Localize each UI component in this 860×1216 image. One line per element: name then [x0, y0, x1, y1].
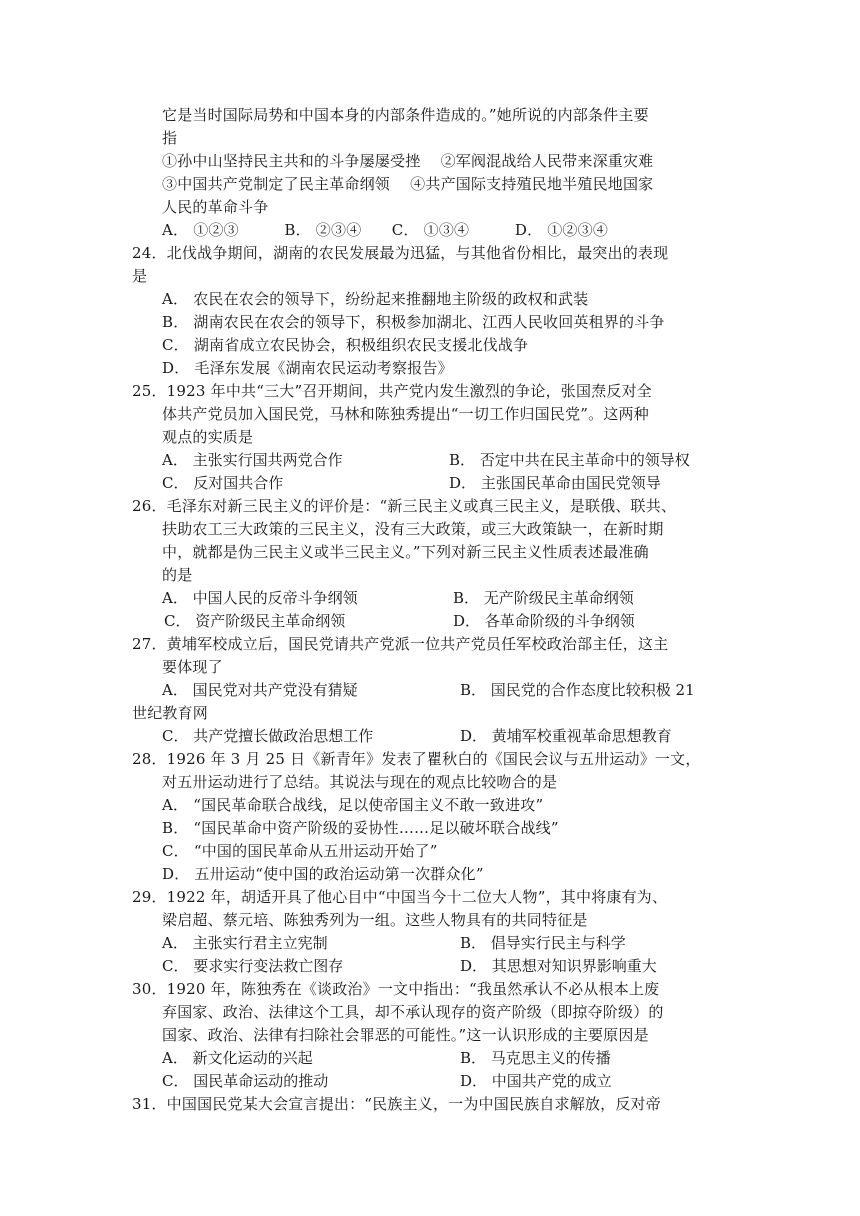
- option-a: A． 新文化运动的兴起: [162, 1049, 313, 1067]
- option-c: C． 湖南省成立农民协会，积极组织农民支援北伐战争: [162, 336, 529, 354]
- option-b: B． 湖南农民在农会的领导下，积极参加湖北、江西人民收回英租界的斗争: [162, 313, 665, 331]
- option-d: D． 各革命阶级的斗争纲领: [453, 612, 635, 630]
- option-line: ①孙中山坚持民主共和的斗争屡屡受挫 ②军阀混战给人民带来深重灾难: [162, 152, 654, 170]
- option-a: A． 主张实行国共两党合作: [162, 451, 343, 469]
- options-row: [162, 472, 762, 494]
- option-c: C． 国民革命运动的推动: [162, 1072, 329, 1090]
- option-d: D． 中国共产党的成立: [460, 1072, 612, 1090]
- option-a: A． “国民革命联合战线，足以使帝国主义不敢一致进攻”: [162, 796, 544, 814]
- options-row: [162, 610, 762, 632]
- option-a: A． 中国人民的反帝斗争纲领: [162, 589, 358, 607]
- option-b: B． 马克思主义的传播: [460, 1049, 611, 1067]
- question-25: 25．1923 年中共“三大”召开期间，共产党内发生激烈的争论，张国焘反对全: [132, 382, 652, 400]
- option-d: D． 其思想对知识界影响重大: [460, 957, 657, 975]
- text-line: 人民的革命斗争: [162, 198, 269, 216]
- option-a: A． 主张实行君主立宪制: [162, 934, 328, 952]
- option-b: B． 否定中共在民主革命中的领导权: [449, 451, 690, 469]
- option-c: C． 共产党擅长做政治思想工作: [162, 727, 374, 745]
- option-b: B． 倡导实行民主与科学: [460, 934, 626, 952]
- options-row: [162, 679, 762, 701]
- option-b: B． “国民革命中资产阶级的妥协性……足以破坏联合战线”: [162, 819, 559, 837]
- answer-choices: A． ①②③ B． ②③④ C． ①③④ D． ①②③④: [162, 221, 609, 239]
- option-b: B． 无产阶级民主革命纲领: [453, 589, 634, 607]
- question-27: 27．黄埔军校成立后，国民党请共产党派一位共产党员任军校政治部主任，这主: [132, 635, 669, 653]
- option-b: B． 国民党的合作态度比较积极 21: [460, 681, 695, 699]
- option-a: A． 国民党对共产党没有猜疑: [162, 681, 358, 699]
- text-line: 中，就都是伪三民主义或半三民主义。”下列对新三民主义性质表述最准确: [162, 543, 649, 561]
- text-line: 的是: [162, 566, 193, 584]
- text-line: 弃国家、政治、法律这个工具，却不承认现存的资产阶级（即掠夺阶级）的: [162, 1003, 664, 1021]
- text-line: 它是当时国际局势和中国本身的内部条件造成的。”她所说的内部条件主要: [162, 106, 649, 124]
- options-row: [162, 932, 762, 954]
- option-c: C． 要求实行变法救亡图存: [162, 957, 344, 975]
- question-24: 24．北伐战争期间，湖南的农民发展最为迅猛，与其他省份相比，最突出的表现: [132, 244, 669, 262]
- option-d: D． 主张国民革命由国民党领导: [449, 474, 661, 492]
- text-line: 梁启超、蔡元培、陈独秀列为一组。这些人物具有的共同特征是: [162, 911, 588, 929]
- text-line: 体共产党员加入国民党，马林和陈独秀提出“一切工作归国民党”。这两种: [162, 405, 649, 423]
- options-row: [162, 1047, 762, 1069]
- option-d: D． 毛泽东发展《湖南农民运动考察报告》: [162, 359, 453, 377]
- text-line: 对五卅运动进行了总结。其说法与现在的观点比较吻合的是: [162, 773, 558, 791]
- question-26: 26．毛泽东对新三民主义的评价是：“新三民主义或真三民主义，是联俄、联共、: [132, 497, 677, 515]
- text-line: 指: [162, 129, 178, 147]
- option-line: ③中国共产党制定了民主革命纲领 ④共产国际支持殖民地半殖民地国家: [162, 175, 654, 193]
- question-30: 30．1920 年，陈独秀在《谈政治》一文中指出：“我虽然承认不必从根本上废: [132, 980, 660, 998]
- options-row: [162, 955, 762, 977]
- option-d: D． 五卅运动“使中国的政治运动第一次群众化”: [162, 865, 484, 883]
- text-line: 是: [132, 267, 148, 285]
- options-row: [162, 725, 762, 747]
- text-line: 观点的实质是: [162, 428, 254, 446]
- watermark-text: 世纪教育网: [132, 704, 209, 722]
- option-a: A． 农民在农会的领导下，纷纷起来推翻地主阶级的政权和武装: [162, 290, 589, 308]
- option-c: C． 资产阶级民主革命纲领: [164, 612, 346, 630]
- question-29: 29．1922 年，胡适开具了他心目中“中国当今十二位大人物”，其中将康有为、: [132, 888, 668, 906]
- options-row: [162, 587, 762, 609]
- question-28: 28．1926 年 3 月 25 日《新青年》发表了瞿秋白的《国民会议与五卅运动》一文，: [132, 750, 701, 768]
- option-d: D． 黄埔军校重视革命思想教育: [460, 727, 672, 745]
- text-line: 扶助农工三大政策的三民主义，没有三大政策，或三大政策缺一，在新时期: [162, 520, 664, 538]
- option-c: C． “中国的国民革命从五卅运动开始了”: [162, 842, 438, 860]
- question-31: 31．中国国民党某大会宣言提出：“民族主义，一为中国民族自求解放，反对帝: [132, 1095, 661, 1113]
- text-line: 国家、政治、法律有扫除社会罪恶的可能性。”这一认识形成的主要原因是: [162, 1026, 649, 1044]
- text-line: 要体现了: [162, 658, 223, 676]
- options-row: [162, 1070, 762, 1092]
- option-c: C． 反对国共合作: [162, 474, 284, 492]
- options-row: [162, 449, 762, 471]
